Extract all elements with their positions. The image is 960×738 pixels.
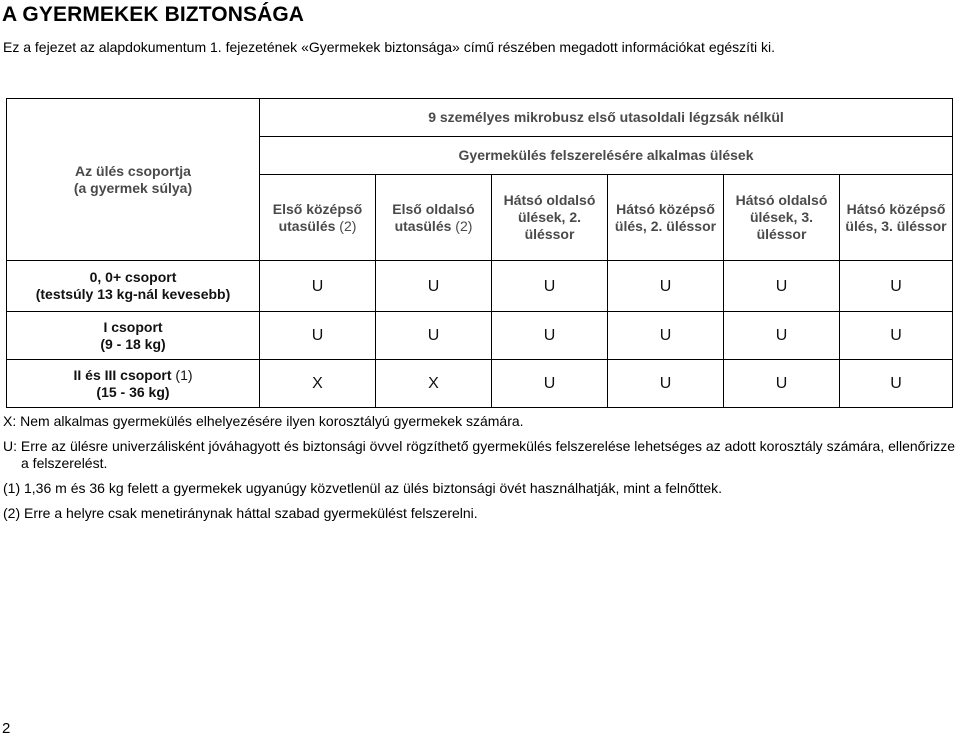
page-title: A GYERMEKEK BIZTONSÁGA: [2, 3, 305, 26]
row-weight-label: (testsúly 13 kg-nál kevesebb): [35, 286, 231, 302]
suitability-cell: U: [840, 312, 953, 360]
table-row: [7, 261, 953, 312]
footnote-u: U: Erre az ülésre univerzálisként jóváhagyott és biztonsági övvel rögzíthető gyermekülés felszerelése lehetséges az adott korosztály számára, ellenőrizze a felszerelést.: [3, 438, 955, 471]
seat-group-header: [7, 99, 260, 261]
column-header-note: (2): [335, 217, 357, 234]
suitability-cell: U: [724, 360, 840, 408]
suitability-cell: U: [840, 261, 953, 312]
column-header: [840, 175, 953, 261]
row-group-label: II és III csoport: [73, 366, 172, 383]
column-header: [724, 175, 840, 261]
column-header: [492, 175, 608, 261]
seat-group-header-line2: (a gyermek súlya): [73, 179, 193, 196]
suitability-cell: X: [260, 360, 376, 408]
intro-text: Ez a fejezet az alapdokumentum 1. fejezetének «Gyermekek biztonsága» című részében megadott információkat egészíti ki.: [3, 39, 775, 55]
suitability-cell: U: [608, 360, 724, 408]
suitability-cell: U: [492, 261, 608, 312]
suitability-cell: U: [840, 360, 953, 408]
column-header: [376, 175, 492, 261]
suitability-cell: U: [260, 312, 376, 360]
suitability-cell: U: [376, 312, 492, 360]
row-weight-label: (15 - 36 kg): [96, 383, 170, 400]
row-group-note: (1): [171, 366, 193, 383]
column-header: [260, 175, 376, 261]
seat-group-header-line1: Az ülés csoportja: [75, 162, 191, 179]
column-header-label: Hátsó oldalsó ülések, 3. üléssor: [735, 192, 828, 242]
page-number: 2: [2, 720, 11, 737]
column-header-label: Első oldalsó utasülés: [392, 200, 475, 234]
suitability-cell: U: [492, 312, 608, 360]
vehicle-header: 9 személyes mikrobusz első utasoldali légzsák nélkül: [260, 99, 953, 137]
row-group-label: I csoport: [103, 318, 163, 335]
row-group-cell: [7, 312, 260, 360]
column-header-label: Hátsó középső ülés, 3. üléssor: [845, 200, 947, 234]
row-group-label: 0, 0+ csoport: [89, 269, 177, 285]
suitability-cell: U: [724, 312, 840, 360]
suitability-cell: U: [608, 312, 724, 360]
suitability-cell: U: [724, 261, 840, 312]
footnotes: [3, 413, 955, 530]
child-seat-table: [6, 98, 953, 408]
column-header-label: Hátsó középső ülés, 2. üléssor: [614, 200, 717, 234]
suitability-cell: X: [376, 360, 492, 408]
column-header-label: Első középső utasülés: [272, 200, 363, 234]
table-row: [7, 312, 953, 360]
column-header: [608, 175, 724, 261]
suitable-seats-header: Gyermekülés felszerelésére alkalmas ülések: [260, 137, 953, 175]
footnote-x: X: Nem alkalmas gyermekülés elhelyezésére ilyen korosztályú gyermekek számára.: [3, 413, 524, 429]
footnote-2: (2) Erre a helyre csak menetiránynak háttal szabad gyermekülést felszerelni.: [3, 505, 478, 521]
suitability-cell: U: [492, 360, 608, 408]
row-weight-label: (9 - 18 kg): [100, 335, 166, 352]
column-header-label: Hátsó oldalsó ülések, 2. üléssor: [503, 192, 596, 242]
suitability-cell: U: [608, 261, 724, 312]
column-header-note: (2): [451, 217, 473, 234]
table-row: [7, 360, 953, 408]
suitability-cell: U: [260, 261, 376, 312]
row-group-cell: [7, 261, 260, 312]
footnote-1: (1) 1,36 m és 36 kg felett a gyermekek ugyanúgy közvetlenül az ülés biztonsági övét használhatják, mint a felnőttek.: [3, 480, 723, 496]
row-group-cell: [7, 360, 260, 408]
suitability-cell: U: [376, 261, 492, 312]
